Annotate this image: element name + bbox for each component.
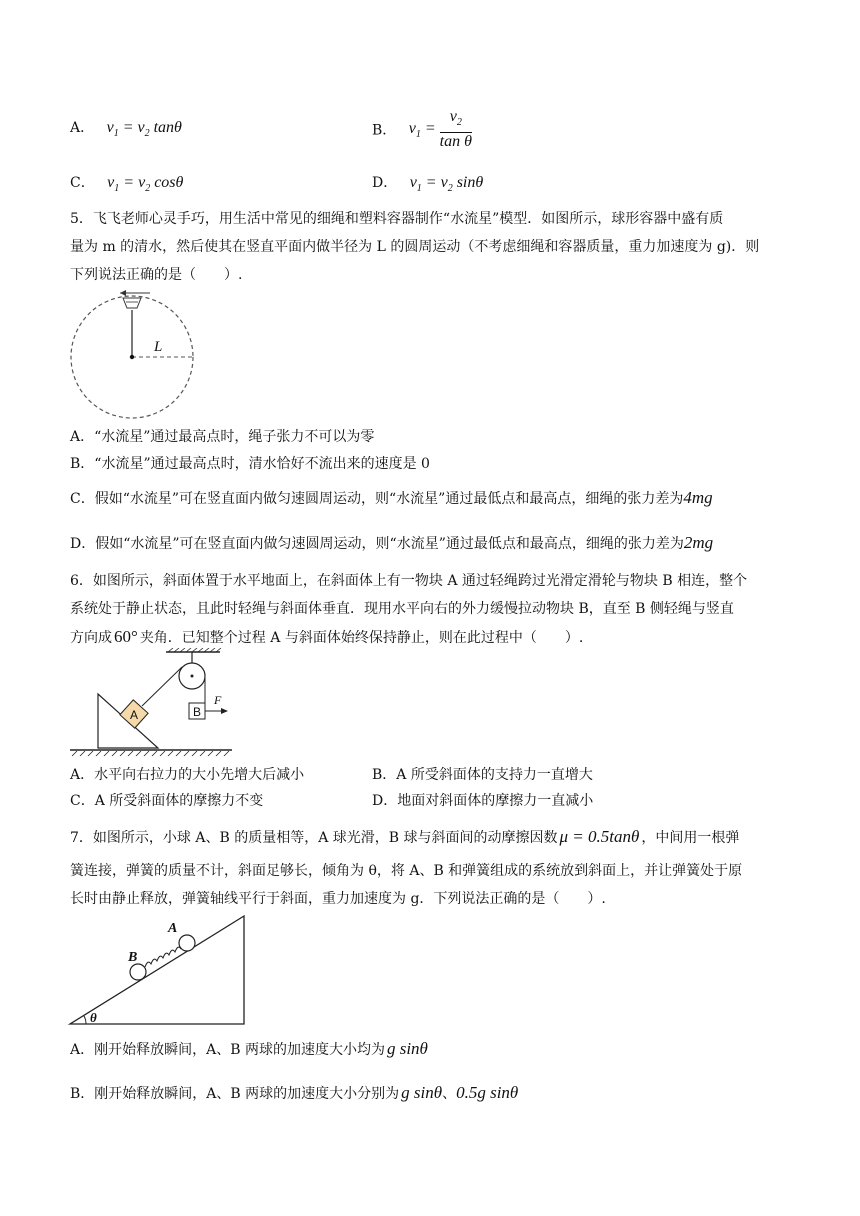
q5-stem-line1: 5．飞飞老师心灵手巧，用生活中常见的细绳和塑料容器制作“水流星”模型．如图所示，球形容器中盛有质 [70,211,724,227]
ball-b-label: B [128,950,138,965]
q6-stem-line1: 6．如图所示，斜面体置于水平地面上，在斜面体上有一物块 A 通过轻绳跨过光滑定滑轮与物块 B 相连，整个 [70,573,748,589]
angle-label: θ [90,1010,97,1025]
q5-option-a: A．“水流星”通过最高点时，绳子张力不可以为零 [70,429,375,445]
q7-stem-line1: 7．如图所示，小球 A、B 的质量相等，A 球光滑，B 球与斜面间的动摩擦因数 μ = 0.5tanθ ，中间用一根弹 [70,827,740,846]
q7-option-a: A．刚开始释放瞬间，A、B 两球的加速度大小均为 g sinθ [70,1039,428,1058]
q5-option-d: D．假如“水流星”可在竖直面内做匀速圆周运动，则“水流星”通过最低点和最高点，细绳的张力差为2mg [70,533,714,552]
q5-stem-line3: 下列说法正确的是（ ）. [70,267,243,283]
q5-stem-line2: 量为 m 的清水，然后使其在竖直平面内做半径为 L 的圆周运动（不考虑细绳和容器质量，重力加速度为 g)．则 [70,239,760,255]
spring [145,947,181,967]
container-icon [123,298,141,308]
q5-option-c: C．假如“水流星”可在竖直面内做匀速圆周运动，则“水流星”通过最低点和最高点，细绳的张力差为4mg [70,488,713,507]
q5-option-b: B．“水流星”通过最高点时，清水恰好不流出来的速度是 0 [70,456,430,472]
rope-a [142,667,182,706]
incline-triangle [70,916,244,1024]
q4-option-a: A． $v_1 = v_2$ tanθ [70,119,182,140]
q4-option-b: B． $v_1$ = $\frac{v_2}{\text{tan θ}}$ [372,108,472,151]
q6-option-d: D．地面对斜面体的摩擦力一直减小 [372,793,594,809]
q6-stem-line2: 系统处于静止状态，且此时轻绳与斜面体垂直．现用水平向右的外力缓慢拉动物块 B，直至 B 侧轻绳与竖直 [70,601,734,617]
q6-option-c: C．A 所受斜面体的摩擦力不变 [70,793,264,809]
q4-option-c: C． $v_1 = v_2$ cosθ [70,174,184,195]
water-meteor-figure [66,288,202,422]
block-a-label: A [130,708,139,722]
q7-stem-line3: 长时由静止释放，弹簧轴线平行于斜面，重力加速度为 g．下列说法正确的是（ ）. [70,891,606,907]
q7-stem-line2: 簧连接，弹簧的质量不计，斜面足够长，倾角为 θ，将 A、B 和弹簧组成的系统放到斜面上，并让弹簧处于原 [70,863,743,879]
q7-option-b: B．刚开始释放瞬间，A、B 两球的加速度大小分别为 g sinθ、0.5g sinθ [70,1083,519,1102]
q6-option-a: A．水平向右拉力的大小先增大后减小 [70,767,305,783]
ball-a-label: A [168,921,178,936]
incline-pulley-figure [68,648,238,760]
block-b-label: B [193,705,202,719]
incline-spring-figure [66,912,250,1030]
radius-label: L [154,339,163,355]
center-point [130,355,134,359]
q6-stem-line3: 方向成 60° 夹角．已知整个过程 A 与斜面体始终保持静止，则在此过程中（ ）. [70,627,584,646]
ball-b [130,964,146,980]
q4-option-d: D． $v_1 = v_2$ sinθ [372,174,484,195]
q6-option-b: B．A 所受斜面体的支持力一直增大 [372,767,593,783]
force-label: F [214,693,222,707]
ball-a [179,935,195,951]
